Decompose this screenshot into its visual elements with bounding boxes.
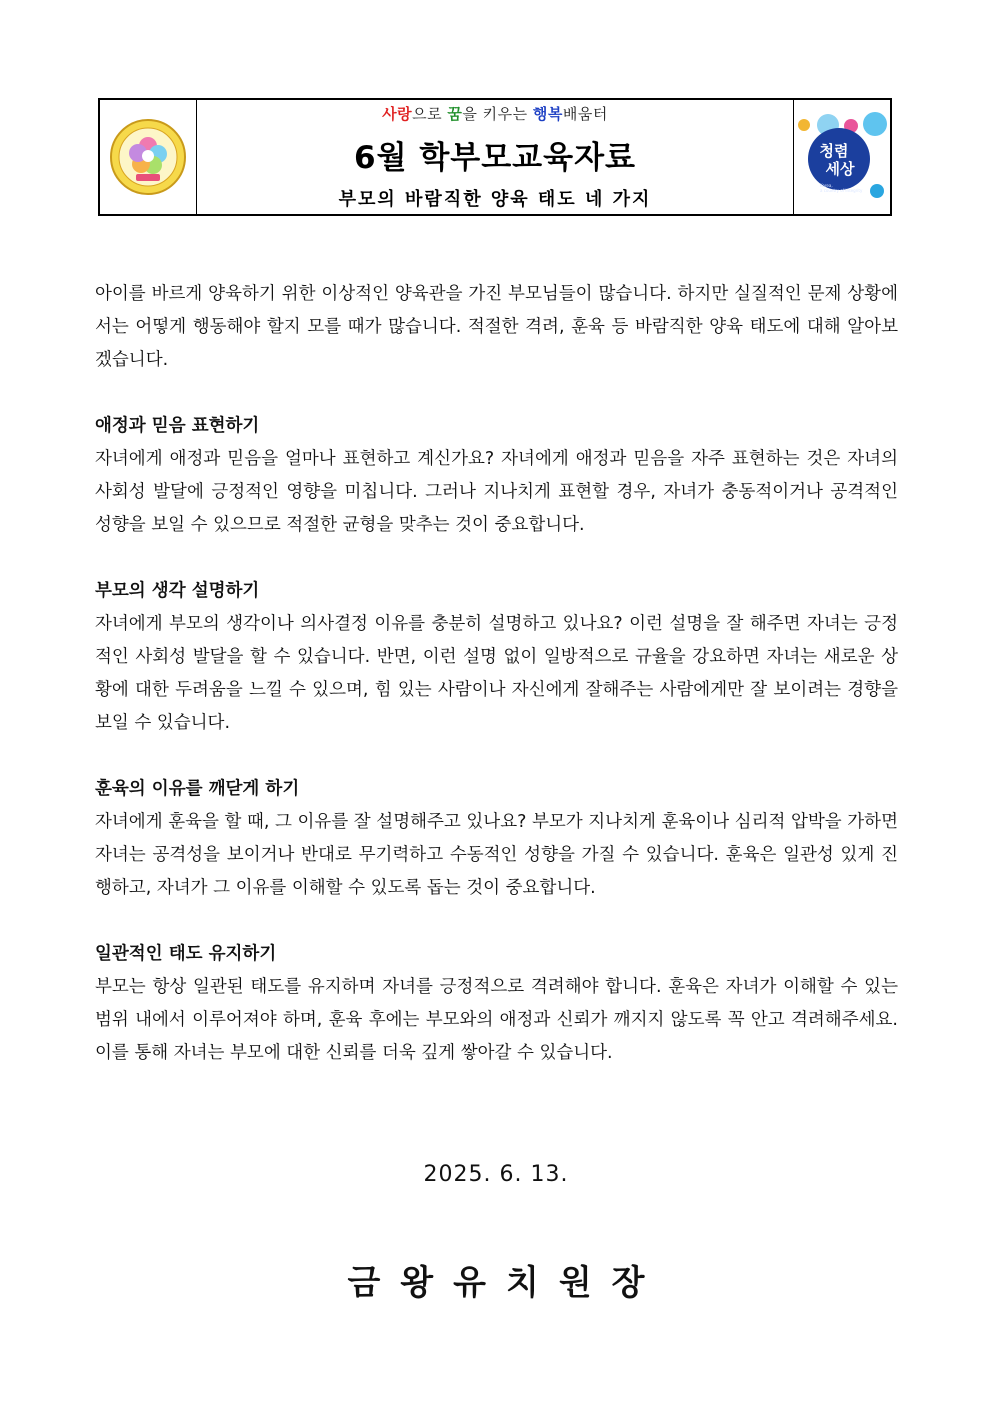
principal-signature: 금왕유치원장 [347,1263,665,1303]
slogan-text-1: 으로 [412,105,448,123]
document-date: 2025. 6. 13. [423,1162,569,1187]
section-paragraph: 부모는 항상 일관된 태도를 유지하며 자녀를 긍정적으로 격려해야 합니다. 훈육은 자녀가 이해할 수 있는 범위 내에서 이루어져야 하며, 훈육 후에는 부모와의 애정과 신뢰가 깨지지 않도록 꼭 안고 격려해주세요. 이를 통해 자녀는 부모에 대한 신뢰를 더욱 깊게 쌓아갈 수 있습니다. [95,977,898,1063]
kindergarten-logo-cell [100,100,197,214]
integrity-logo-tagline-1: Korea, [820,183,833,188]
slogan-text-2: 을 키우는 [462,105,533,123]
section-heading: 애정과 믿음 표현하기 [95,416,260,436]
integrity-logo-cell [793,100,890,214]
slogan-word-dream: 꿈 [447,105,463,123]
slogan-word-happiness: 행복 [532,105,563,123]
section-heading: 훈육의 이유를 깨닫게 하기 [95,779,300,799]
integrity-logo-icon [796,111,888,203]
section-heading: 부모의 생각 설명하기 [95,581,260,601]
kindergarten-logo-icon [108,117,188,197]
section-paragraph: 자녀에게 훈육을 할 때, 그 이유를 잘 설명해주고 있나요? 부모가 지나치게 훈육이나 심리적 압박을 가하면 자녀는 공격성을 보이거나 반대로 무기력하고 수동적인 성향을 가질 수 있습니다. 훈육은 일관성 있게 진행하고, 자녀가 그 이유를 이해할 수 있도록 돕는 것이 중요합니다. [95,812,898,898]
section-affection [95,410,898,542]
intro-paragraph: 아이를 바르게 양육하기 위한 이상적인 양육관을 가진 부모님들이 많습니다. 하지만 실질적인 문제 상황에서는 어떻게 행동해야 할지 모를 때가 많습니다. 적절한 격려, 훈육 등 바람직한 양육 태도에 대해 알아보겠습니다. [95,284,898,370]
section-explain-thoughts [95,575,898,740]
section-discipline-reason [95,773,898,905]
integrity-logo-word-1: 청렴 [819,142,849,160]
header-table [98,98,892,216]
integrity-logo-tagline-2: a country of integrity [820,188,863,193]
document-title: 6월 학부모교육자료 [354,140,636,176]
title-cell [197,100,793,214]
slogan-word-love: 사랑 [382,105,413,123]
slogan-text-3: 배움터 [562,105,608,123]
integrity-logo-word-2: 세상 [825,160,855,178]
section-paragraph: 자녀에게 부모의 생각이나 의사결정 이유를 충분히 설명하고 있나요? 이런 설명을 잘 해주면 자녀는 긍정적인 사회성 발달을 할 수 있습니다. 반면, 이런 설명 없이 일방적으로 규율을 강요하면 자녀는 새로운 상황에 대한 두려움을 느낄 수 있으며, 힘 있는 사람이나 자신에게 잘해주는 사람에게만 잘 보이려는 경향을 보일 수 있습니다. [95,614,898,733]
section-paragraph: 자녀에게 애정과 믿음을 얼마나 표현하고 계신가요? 자녀에게 애정과 믿음을 자주 표현하는 것은 자녀의 사회성 발달에 긍정적인 영향을 미칩니다. 그러나 지나치게 표현할 경우, 자녀가 충동적이거나 공격적인 성향을 보일 수 있으므로 적절한 균형을 맞추는 것이 중요합니다. [95,449,898,535]
slogan [382,103,608,124]
section-consistent-attitude [95,938,898,1070]
document-body [95,278,898,1070]
section-heading: 일관적인 태도 유지하기 [95,944,277,964]
document-subtitle: 부모의 바람직한 양육 태도 네 가지 [338,189,652,210]
